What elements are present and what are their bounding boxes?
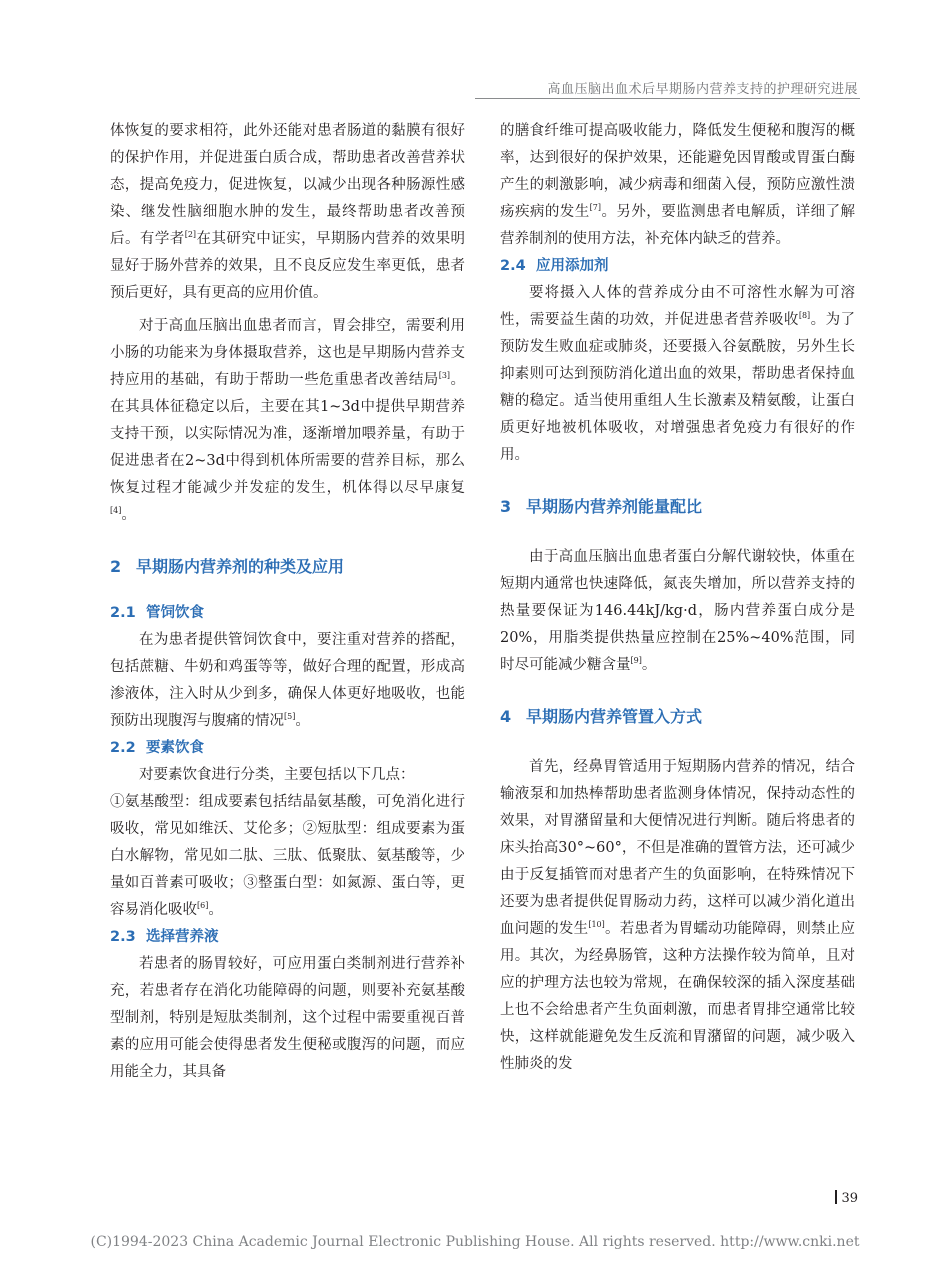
running-header-title: 高血压脑出血术后早期肠内营养支持的护理研究进展 (547, 82, 858, 97)
paragraph: 要将摄入人体的营养成分由不可溶性水解为可溶性，需要益生菌的功效，并促进患者营养吸收[8]。为了预防发生败血症或肺炎，还要摄入谷氨酰胺，另外生长抑素则可达到预防消化道出血的效果，帮助患者保持血糖的稳定。适当使用重组人生长激素及精氨酸，让蛋白质更好地被机体吸收，对增强患者免疫力有很好的作用。 (500, 285, 856, 463)
subsection-heading-2-3: 2.3 选择营养液 (110, 929, 219, 945)
citation[interactable]: [6] (197, 901, 209, 911)
paragraph: 的膳食纤维可提高吸收能力，降低发生便秘和腹泻的概率，达到很好的保护效果，还能避免因胃酸或胃蛋白酶产生的刺激影响，减少病毒和细菌入侵，预防应激性溃疡疾病的发生[7]。另外，要监测患者电解质，详细了解营养制剂的使用方法，补充体内缺乏的营养。 (500, 123, 856, 247)
citation[interactable]: [9] (630, 656, 642, 666)
citation[interactable]: [10] (588, 920, 605, 930)
right-column (500, 118, 855, 1078)
paragraph: 首先，经鼻胃管适用于短期肠内营养的情况，结合输液泵和加热棒帮助患者监测身体情况，保持动态性的效果，对胃潴留量和大便情况进行判断。随后将患者的床头抬高30°~60°，不但是准确的置管方法，还可减少由于反复插管而对患者产生的负面影响，在特殊情况下还要为患者提供促胃肠动力药，这样可以减少消化道出血问题的发生[10]。若患者为胃蠕动功能障碍，则禁止应用。其次，为经鼻肠管，这种方法操作较为简单，且对应的护理方法也较为常规，在确保较深的插入深度基础上也不会给患者产生负面刺激，而患者胃排空通常比较快，这样就能避免发生反流和胃潴留的问题，减少吸入性肺炎的发 (500, 759, 856, 1072)
citation[interactable]: [4] (110, 506, 122, 516)
subsection-heading-2-2: 2.2 要素饮食 (110, 740, 204, 756)
page-number: 39 (835, 1190, 858, 1206)
subsection-heading-2-1: 2.1 管饲饮食 (110, 605, 204, 621)
paragraph: 在为患者提供管饲饮食中，要注重对营养的搭配，包括蔗糖、牛奶和鸡蛋等等，做好合理的配置，形成高渗液体，注入时从少到多，确保人体更好地吸收，也能预防出现腹泻与腹痛的情况[5]。 (110, 632, 465, 729)
subsection-heading-2-4: 2.4 应用添加剂 (500, 258, 609, 274)
citation[interactable]: [7] (589, 203, 601, 213)
section-heading-2: 2 早期肠内营养剂的种类及应用 (110, 557, 345, 576)
section-heading-4: 4 早期肠内营养管置入方式 (500, 707, 703, 726)
page-number-bar (835, 1190, 837, 1204)
paragraph: 对于高血压脑出血患者而言，胃会排空，需要利用小肠的功能来为身体摄取营养，这也是早期肠内营养支持应用的基础，有助于帮助一些危重患者改善结局[3]。在其具体征稳定以后，主要在其1~3d中提供早期营养支持干预，以实际情况为准，逐渐增加喂养量，有助于促进患者在2~3d中得到机体所需要的营养目标，那么恢复过程才能减少并发症的发生，机体得以尽早康复[4]。 (110, 318, 466, 523)
paragraph: 若患者的肠胃较好，可应用蛋白类制剂进行营养补充，若患者存在消化功能障碍的问题，则要补充氨基酸型制剂，特别是短肽类制剂，这个过程中需要重视百普素的应用可能会使得患者发生便秘或腹泻的问题，而应用能全力，其具备 (110, 956, 465, 1080)
paragraph: 对要素饮食进行分类，主要包括以下几点： (139, 767, 415, 783)
header-rule (475, 98, 860, 99)
citation[interactable]: [5] (284, 712, 296, 722)
left-column (110, 118, 465, 1086)
citation[interactable]: [2] (184, 230, 197, 240)
paragraph: 由于高血压脑出血患者蛋白分解代谢较快，体重在短期内通常也快速降低，氮丧失增加，所以营养支持的热量要保证为146.44kJ/kg·d，肠内营养蛋白成分是20%，用脂类提供热量应控制在25%~40%范围，同时尽可能减少糖含量[9]。 (500, 549, 855, 673)
copyright-footer: (C)1994-2023 China Academic Journal Electronic Publishing House. All rights reserved. http://www.cnki.net (90, 1234, 860, 1250)
paragraph: 体恢复的要求相符，此外还能对患者肠道的黏膜有很好的保护作用，并促进蛋白质合成，帮助患者改善营养状态，提高免疫力，促进恢复，以减少出现各种肠源性感染、继发性脑细胞水肿的发生，最终帮助患者改善预后。有学者[2]在其研究中证实，早期肠内营养的效果明显好于肠外营养的效果，且不良反应发生率更低，患者预后更好，具有更高的应用价值。 (110, 123, 466, 301)
paragraph: ①氨基酸型：组成要素包括结晶氨基酸，可免消化进行吸收，常见如维沃、艾伦多；②短肽型：组成要素为蛋白水解物，常见如二肽、三肽、低聚肽、氨基酸等，少量如百普素可吸收；③整蛋白型：如氮源、蛋白等，更容易消化吸收[6]。 (110, 794, 465, 918)
section-heading-3: 3 早期肠内营养剂能量配比 (500, 497, 703, 516)
citation[interactable]: [8] (798, 311, 811, 321)
citation[interactable]: [3] (438, 371, 451, 381)
